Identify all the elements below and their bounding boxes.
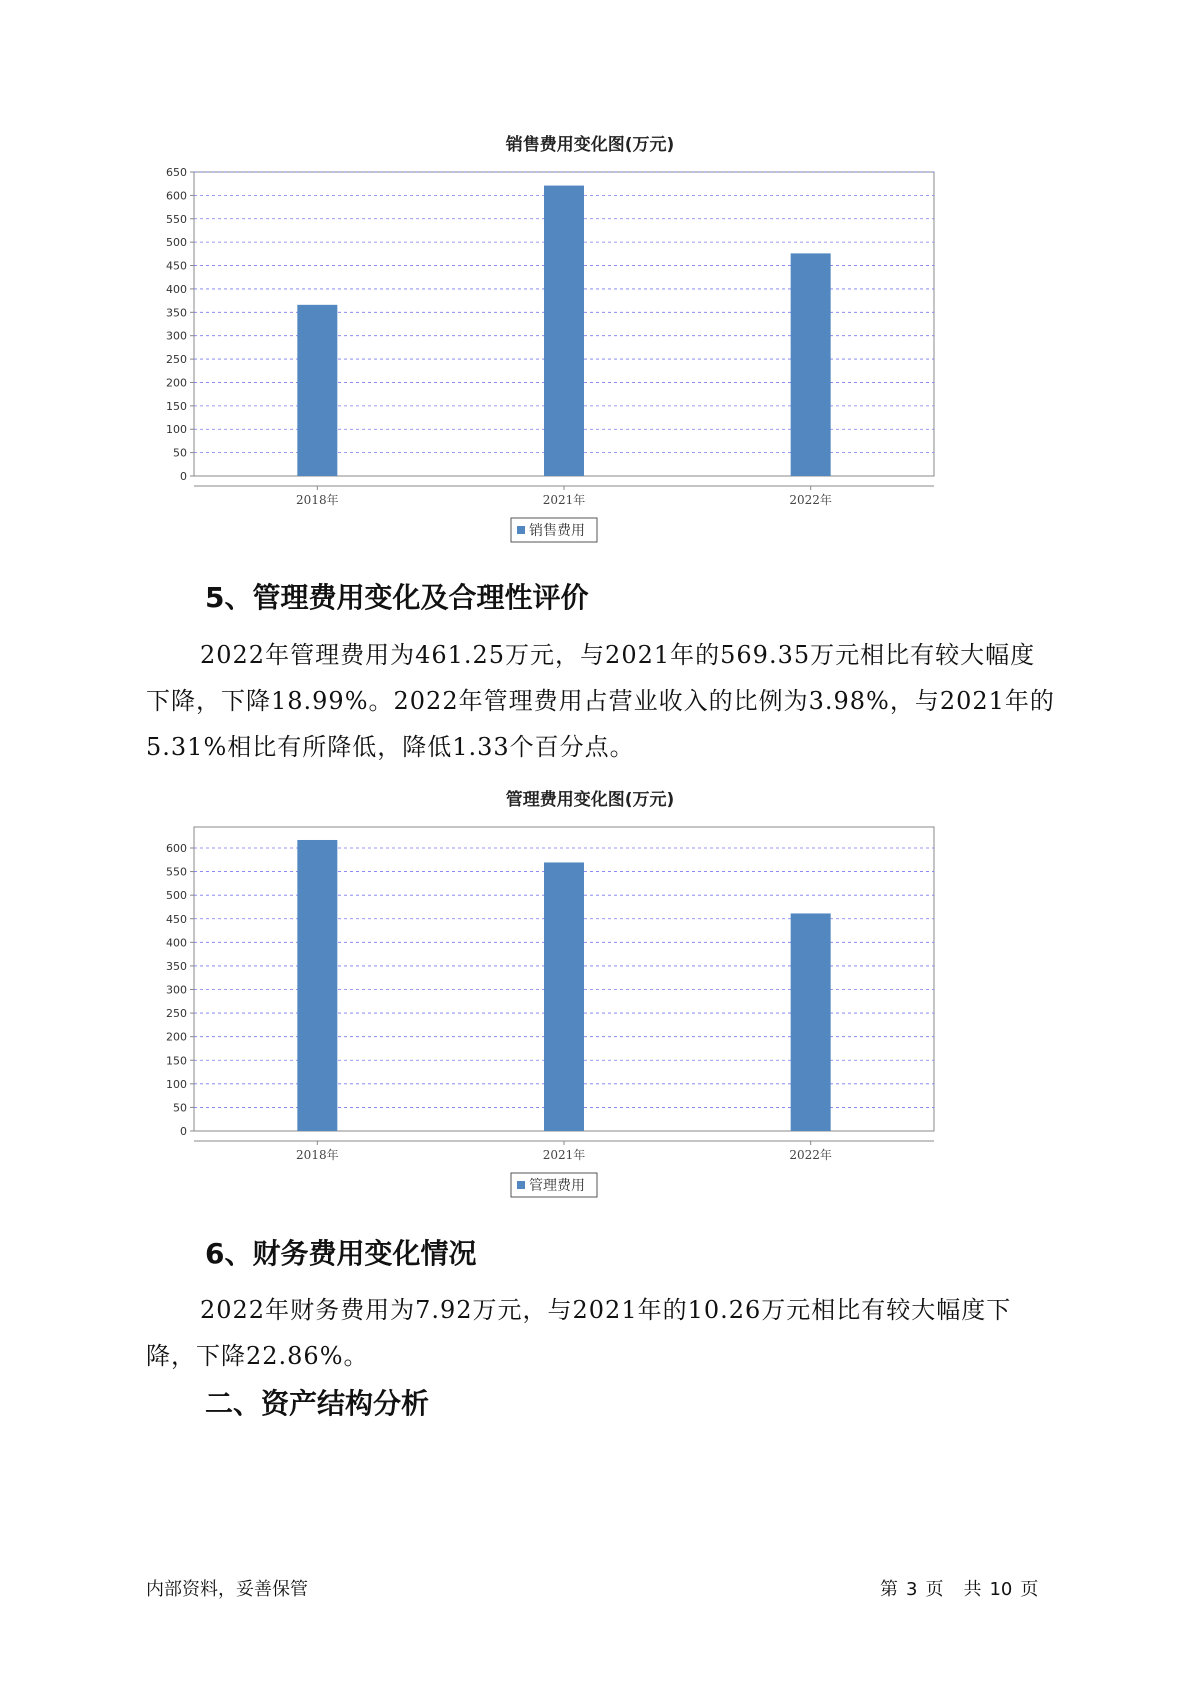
y-tick-label: 400: [166, 282, 187, 296]
section-heading-assets: 二、资产结构分析: [205, 1387, 430, 1420]
x-tick-label: 2021年: [542, 493, 586, 507]
y-tick-label: 100: [166, 1077, 187, 1091]
y-tick-label: 600: [166, 842, 187, 855]
y-tick-label: 500: [166, 889, 187, 903]
bar: [297, 840, 337, 1131]
y-tick-label: 150: [166, 399, 187, 413]
sales-expense-chart-svg: [150, 130, 1030, 550]
y-tick-label: 150: [166, 1054, 187, 1068]
y-tick-label: 200: [166, 376, 187, 390]
footer-confidential: 内部资料，妥善保管: [146, 1579, 308, 1600]
y-tick-label: 300: [166, 329, 187, 343]
y-tick-label: 100: [166, 423, 187, 437]
y-tick-label: 50: [173, 446, 187, 460]
bar: [791, 913, 831, 1131]
page-number: 3: [906, 1579, 918, 1600]
section-heading-finance: 6、财务费用变化情况: [205, 1237, 477, 1270]
x-tick-label: 2018年: [296, 493, 339, 507]
page-prefix: 第: [880, 1579, 898, 1600]
page-suffix: 页: [925, 1579, 944, 1600]
y-tick-label: 200: [166, 1030, 187, 1044]
y-tick-label: 350: [166, 306, 187, 320]
legend-label: 销售费用: [529, 523, 585, 539]
total-suffix: 页: [1020, 1579, 1039, 1600]
management-expense-chart-svg: [150, 785, 1030, 1205]
y-tick-label: 0: [180, 1125, 187, 1138]
x-tick-label: 2021年: [542, 1148, 586, 1162]
y-tick-label: 500: [166, 236, 187, 250]
y-tick-label: 650: [166, 166, 187, 179]
x-tick-label: 2022年: [789, 1148, 832, 1162]
y-tick-label: 300: [166, 983, 187, 997]
y-tick-label: 600: [166, 189, 187, 203]
y-tick-label: 450: [166, 912, 187, 926]
y-tick-label: 0: [180, 470, 187, 483]
bar: [544, 186, 584, 476]
bar: [297, 305, 337, 476]
legend-swatch: [517, 1181, 525, 1189]
footer-page-info: [880, 1575, 1046, 1601]
bar: [791, 253, 831, 476]
management-expense-chart: [150, 785, 1030, 1205]
y-tick-label: 250: [166, 353, 187, 367]
total-prefix: 共: [963, 1579, 982, 1600]
sales-expense-chart: [150, 130, 1030, 550]
legend-label: 管理费用: [529, 1178, 585, 1194]
x-tick-label: 2018年: [296, 1148, 339, 1162]
bar: [544, 862, 584, 1131]
chart-title: 销售费用变化图(万元): [505, 135, 675, 155]
total-pages: 10: [989, 1579, 1013, 1600]
section-heading-management: 5、管理费用变化及合理性评价: [205, 581, 589, 614]
y-tick-label: 550: [166, 212, 187, 226]
chart-title: 管理费用变化图(万元): [505, 790, 675, 810]
y-tick-label: 50: [173, 1101, 187, 1115]
y-tick-label: 550: [166, 865, 187, 879]
management-paragraph: 2022年管理费用为461.25万元，与2021年的569.35万元相比有较大幅度下降，下降18.99%。2022年管理费用占营业收入的比例为3.98%，与2021年的5.31%相比有所降低，降低1.33个百分点。: [146, 641, 1055, 761]
y-tick-label: 400: [166, 936, 187, 950]
y-tick-label: 450: [166, 259, 187, 273]
x-tick-label: 2022年: [789, 493, 832, 507]
y-tick-label: 350: [166, 959, 187, 973]
legend-swatch: [517, 526, 525, 534]
finance-paragraph: 2022年财务费用为7.92万元，与2021年的10.26万元相比有较大幅度下降，下降22.86%。: [146, 1296, 1012, 1370]
y-tick-label: 250: [166, 1007, 187, 1021]
